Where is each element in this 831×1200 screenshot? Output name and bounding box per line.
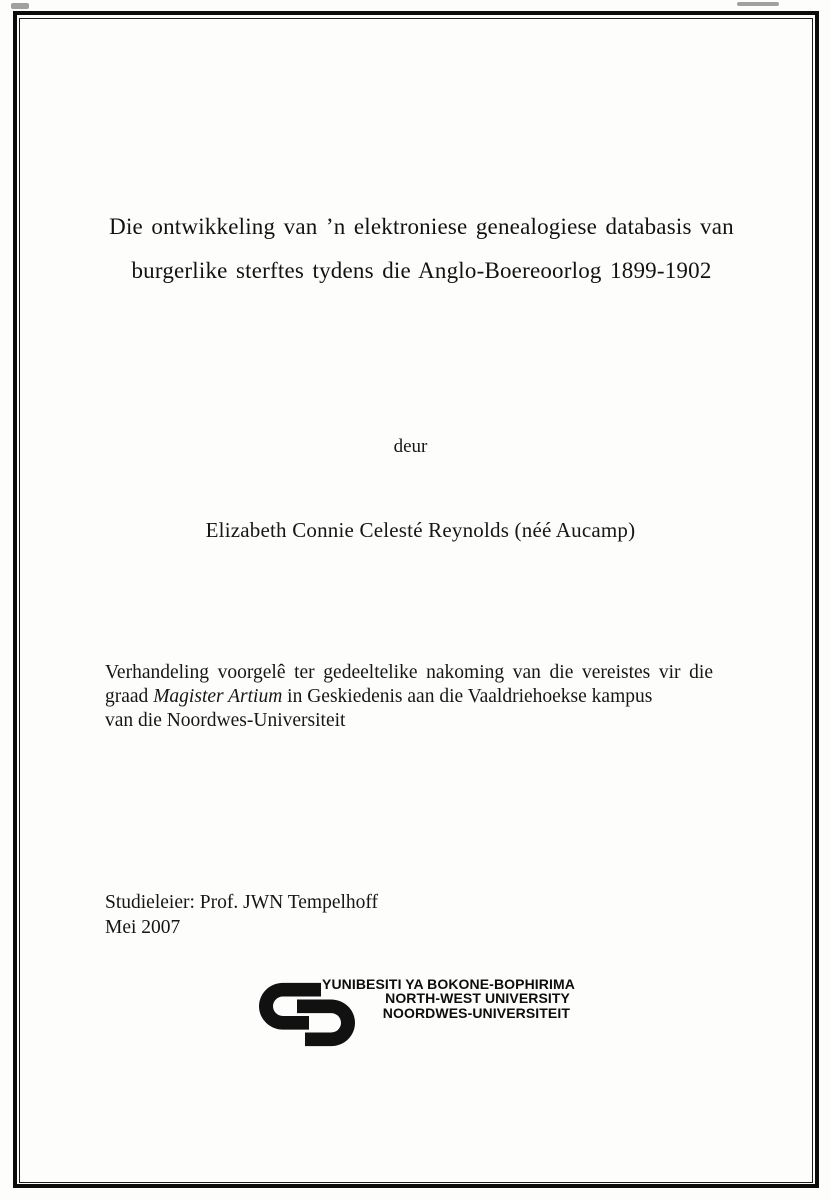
thesis-title-line-1: Die ontwikkeling van ’n elektroniese genealogiese databasis van (109, 214, 734, 239)
thesis-title-line-2: burgerlike sterftes tydens die Anglo-Boereoorlog 1899-1902 (131, 258, 712, 283)
thesis-title (12, 205, 831, 293)
scan-artifact (11, 3, 29, 9)
byline-deur: deur (393, 436, 428, 457)
submission-line-3: van die Noordwes-Universiteit (105, 710, 346, 731)
supervisor-date-block (105, 891, 378, 940)
university-name-block (322, 976, 575, 1021)
submission-line-2-suffix: in Geskiedenis aan die Vaaldriehoekse kampus (282, 686, 653, 707)
submission-line-2 (105, 685, 713, 709)
author-name: Elizabeth Connie Celesté Reynolds (néé Aucamp) (205, 518, 636, 542)
university-name-english: NORTH-WEST UNIVERSITY (385, 990, 570, 1007)
university-name-setswana: YUNIBESITI YA BOKONE-BOPHIRIMA (322, 976, 575, 992)
date-line: Mei 2007 (105, 916, 181, 938)
submission-line-1: Verhandeling voorgelê ter gedeeltelike nakoming van die vereistes vir die (105, 662, 713, 683)
supervisor-line: Studieleier: Prof. JWN Tempelhoff (105, 892, 379, 913)
submission-statement (105, 661, 713, 733)
submission-line-2-prefix: graad (105, 686, 154, 707)
degree-name-italic: Magister Artium (153, 686, 283, 707)
university-name-afrikaans: NOORDWES-UNIVERSITEIT (382, 1004, 570, 1021)
scan-artifact (737, 2, 779, 6)
